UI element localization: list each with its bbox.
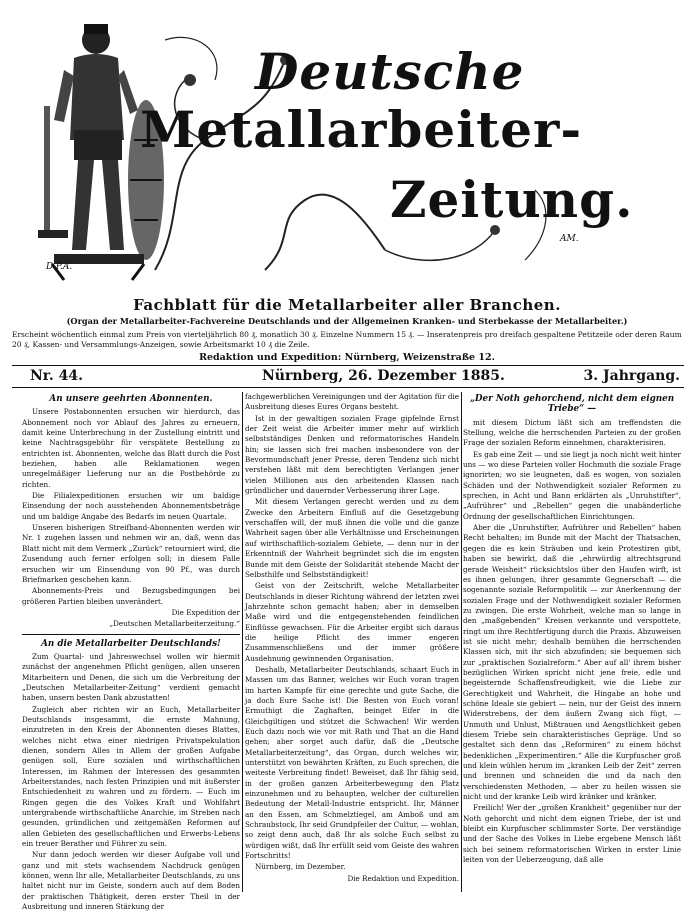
paragraph: Aber die „Unruhstifter, Aufrührer und Rebellen“ haben Recht behalten; im Bunde mit der Macht der Thatsachen, gegen die es kein Sträuben und kein Protestiren gibt, haben sie bewirkt, daß die „ehrwürdig altrechtsgrund gerade Weisheit“ rücksichtslos über den Haufen wirft, ist es ihnen gelungen, ihrer gesammte Gegnerschaft — die sogenannte soziale Reformpolitik — zur Anerkennung der sozialen Frage und der Nothwendigkeit sozialer Reformen zu zwingen. Die erste Wohrheit, welche man so lange in den „maßgebenden“ Kreisen verkannte und verspottete, ringt um ihre Rechtfertigung durch die Praxis. Abzuweisen ist sie nicht mehr; deshalb bemühen die herrschenden Klassen sich, mit ihr sich abzufinden; sie bequemen sich zur „praktischen Sozialreform.“ Aber auf all' ihrem bisher bezüglichen Wirken spricht nicht jene freie, edle und begeisternde Schaffensfreudigkeit, wie die Liebe zur Gerechtigkeit und Wahrheit, die Hingabe an hohe und schöne Ideale sie gebiert — nein, nur der Geist des innern Widerstrebens, der dem äußern Zwang sich fügt, — Unmuth und Unlust, Mißtrauen und Aengstlichkeit geben diesem Triebe sein charakteristisches Gepräge. Und so gestaltet sich denn das „Reformiren“ zu einem höchst bedenklichen „Experimentiren.“ Alle die Kurpfuscher groß und klein wühlen herum im „kranken Leib der Zeit“ zerren und brennen und schneiden die und da nach den verschiedensten Methoden, — aber zu heilen wissen sie nicht und der kranke Leib wird kränker und kränker. [463, 523, 681, 802]
signature: Die Expedition der [171, 607, 240, 617]
paragraph: Zugleich aber richten wir an Euch, Metallarbeiter Deutschlands insgesammt, die ernste Mahnung, einzutreten in den Kreis der Abonnenten dieses Blattes, welches nicht etwa einer niedrigen Privatspekulation dienen, sondern Alles in Allem der großen Aufgabe genügen soll, Eure sozialen und wirthschaftlichen Interessen, im Rahmen der Interessen des gesammten Arbeiterstandes, nach festen Prinzipien und mit äußerster Entschiedenheit zu wahren und zu fördern. — Euch im Ringen gegen die des Volkes Kraft und Wohlfahrt untergrabende wirthschaftliche Anarchie, im Streben nach gesunden, gründlichen und zeitgemäßen Reformen auf allen Gebieten des gesellschaftlichen und Erwerbs-Lebens ein treuer Berather und Führer zu sein. [22, 704, 240, 849]
heading-noth: „Der Noth gehorchend, nicht dem eignen Triebe“ — [469, 394, 675, 415]
paragraph: Mit diesem Verlangen gerecht werden und zu dem Zwecke den Arbeitern Einfluß auf die Gesetzgebung verschaffen will, der muß ihnen die volle und die ganze Wahrheit sagen über alle Verhältnisse und Erscheinungen auf wirthschaftlich-sozialem Gebiete, — denn nur in der Erkenntniß der Wahrheit begründet sich die im engsten Bunde mit dem Geiste der Solidarität stehende Macht der Selbsthilfe und Selbstständigkeit! [245, 497, 459, 579]
column-divider [461, 392, 462, 892]
signature: „Deutschen Metallarbeiterzeitung.“ [109, 619, 240, 629]
column-1 [22, 392, 240, 914]
heading-metallarbeiter: An die Metallarbeiter Deutschlands! [41, 638, 221, 649]
paragraph: Abonnements-Preis und Bezugsbedingungen bei größeren Partien bleiben unverändert. [22, 586, 240, 606]
divider [22, 634, 240, 635]
paragraph: Ist in der gewaltigen sozialen Frage gipfelnde Ernst der Zeit weist die Arbeiter immer mehr auf wirklich selbstständiges Denken und reformatorisches Handeln hin; sie lassen sich frei machen insbesondere von der Bevormundschaft jener Presse, deren Tendenz sich nicht verstehen läßt mit dem berechtigten Verlangen jener vielen Millionen aus den arbeitenden Klassen nach gründlicher und dauernder Verbesserung ihrer Lage. [245, 413, 459, 496]
column-2 [245, 392, 459, 885]
bottom-rule [12, 387, 684, 388]
masthead [0, 0, 694, 300]
column-3 [463, 392, 681, 866]
issue-line [12, 368, 684, 386]
title-deutsche: Deutsche [255, 42, 525, 101]
artist-signature-right: AM. [560, 234, 579, 244]
paragraph: Deshalb, Metallarbeiter Deutschlands, schaart Euch in Massen um das Banner, welches wir Euch voran tragen im harten Kampfe für eine gerechte und gute Sache, die ja doch Eure Sache ist! Die Besten von Euch voran! Ermuthigt die Zaghaften, beinget Eifer in die Gleichgiltigen und stützet die Schwachen! Wir werden Euch dazu noch wie vor mit Rath und That an die Hand gehen; aber sorget auch dafür, daß die „Deutsche Metallarbeiterzeitung“, das Organ, durch welches wir, unterstützt von bewährten Kräften, zu Euch sprechen, die weiteste Verbreitung findet! Beweiset, daß Ihr fähig seid, in der großen ganzen Arbeiterbewegung den Platz einzunehmen und zu behaupten, welcher der culturellen Bedeutung der Metall-Industrie entspricht. Ihr, Männer an den Essen, am Schmelztiegel, am Amboß und am Schraubstock, Ihr seid Grundpfeiler der Cultur, — wohlan, so zeigt denn auch, daß Ihr als solche Euch selbst zu würdigen wißt, daß Ihr erfüllt seid vom Geiste des wahren Fortschritts! [245, 664, 459, 861]
paragraph: Unsere Postabonnenten ersuchen wir hierdurch, das Abonnement noch vor Ablauf des Jahres zu erneuern, damit keine Unterbrechung in der Zustellung eintritt und keine Nachtragsgebühr für verspätete Bestellung zu entrichten ist. Abonnenten, welche das Blatt durch die Post beziehen, haben alle Reklamationen wegen unregelmäßiger Lieferung nur an die Postbehörde zu richten. [22, 407, 240, 489]
paragraph: Freilich! Wer der „großen Krankheit“ gegenüber nur der Noth gehorcht und nicht dem eignen Triebe, der ist und bleibt ein Kurpfuscher schlimmster Sorte. Der verständige und der Sache des Volkes in Liebe ergebene Mensch läßt sich bei seinem reformatorischen Wirken in erster Linie leiten von der Ueberzeugung, daß alle [463, 803, 681, 865]
artist-signature-left: D.P.A. [46, 262, 73, 272]
paragraph: Die Filialexpeditionen ersuchen wir um baldige Einsendung der noch ausstehenden Abonnementsbeträge und um baldige Angabe des Bedarfs im neuen Quartale. [22, 491, 240, 521]
paragraph: mit diesem Dictum läßt sich am treffendsten die Stellung, welche die herrschenden Parteien zu der großen Frage der sozialen Reform einnehmen, charakterisiren. [463, 417, 681, 448]
paragraph: Geist von der Zeitschrift, welche Metallarbeiter Deutschlands in dieser Richtung während der letzten zwei Jahrzehnte schon gemacht haben; aber in demselben Maße wird und die entgegenstehenden feindlichen Einflüsse gewachsen. Für die Arbeiter ergibt sich daraus die heilige Pflicht des immer engeren Zusammenschließens und der immer größere Ausdehnung gewinnenden Organisation. [245, 581, 459, 663]
subscription-info: Erscheint wöchentlich einmal zum Preis von vierteljährlich 80 ₰, monatlich 30 ₰. Einzelne Nummern 15 ₰. — Inseratenpreis pro dreifach gespaltene Petitzeile oder deren Raum 20 ₰, Kassen- und Versammlungs-Anzeigen, sowie Arbeitsmarkt 10 ₰ die Zeile. [12, 330, 682, 349]
place-date: Nürnberg, im Dezember. [255, 862, 346, 872]
editorial-address: Redaktion und Expedition: Nürnberg, Weizenstraße 12. [199, 352, 495, 363]
paragraph: Es gab eine Zeit — und sie liegt ja noch nicht weit hinter uns — wo diese Parteien voller Hochmuth die soziale Frage ignorirten; wo sie leugneten, daß es wogen, von sozialen Schäden und der Nothwendigkeit sozialer Reformen zu sprechen, in Acht und Bann erklärten als „Unruhstifter“, „Aufrührer“ und „Rebellen“ gegen die unabänderliche Ordnung der gesellschaftlichen Einrichtungen. [463, 449, 681, 521]
title-metallarbeiter: Metallarbeiter- [140, 100, 583, 159]
paragraph: Nur dann jedoch werden wir dieser Aufgabe voll und ganz und mit stets wachsendem Nachdruck genügen können, wenn Ihr alle, Metallarbeiter Deutschlands, zu uns haltet nicht nur im Geiste, sondern auch auf dem Boden der praktischen Thätigkeit, deren erster Theil in der Ausbreitung und inneren Stärkung der [22, 850, 240, 912]
signature: Die Redaktion und Expedition. [347, 873, 459, 883]
issue-number: Nr. 44. [30, 368, 83, 384]
column-divider [242, 392, 243, 892]
issue-year: 3. Jahrgang. [583, 368, 680, 384]
subtitle: Fachblatt für die Metallarbeiter aller Branchen. [133, 296, 561, 314]
top-rule [12, 365, 684, 366]
title-zeitung: Zeitung. [390, 170, 634, 229]
paragraph: fachgewerblichen Vereinigungen und der Agitation für die Ausbreitung dieses Eures Organs besteht. [245, 392, 459, 412]
organ-line: (Organ der Metallarbeiter-Fachvereine Deutschlands und der Allgemeinen Kranken- und Sterbekasse der Metallarbeiter.) [66, 316, 628, 326]
paragraph: Unseren bisherigen Streifband-Abonnenten werden wir Nr. 1 zugehen lassen und nehmen wir an, daß, wenn das Blatt nicht mit dem Vermerk „Zurück“ retourniert wird, die Zusendung auch ferner erfolgen soll; in diesem Falle ersuchen wir um Einsendung von 90 Pf., was durch Briefmarken geschehen kann. [22, 523, 240, 584]
paragraph: Zum Quartal- und Jahreswechsel wollen wir hiermit zunächst der angenehmen Pflicht genügen, allen unseren Mitarbeitern und Denen, die sich um die Verbreitung der „Deutschen Metallarbeiter-Zeitung“ verdient gemacht haben, unsern besten Dank abzustatten! [22, 651, 240, 703]
issue-date: Nürnberg, 26. Dezember 1885. [262, 368, 505, 384]
heading-abonnenten: An unsere geehrten Abonnenten. [49, 394, 213, 404]
